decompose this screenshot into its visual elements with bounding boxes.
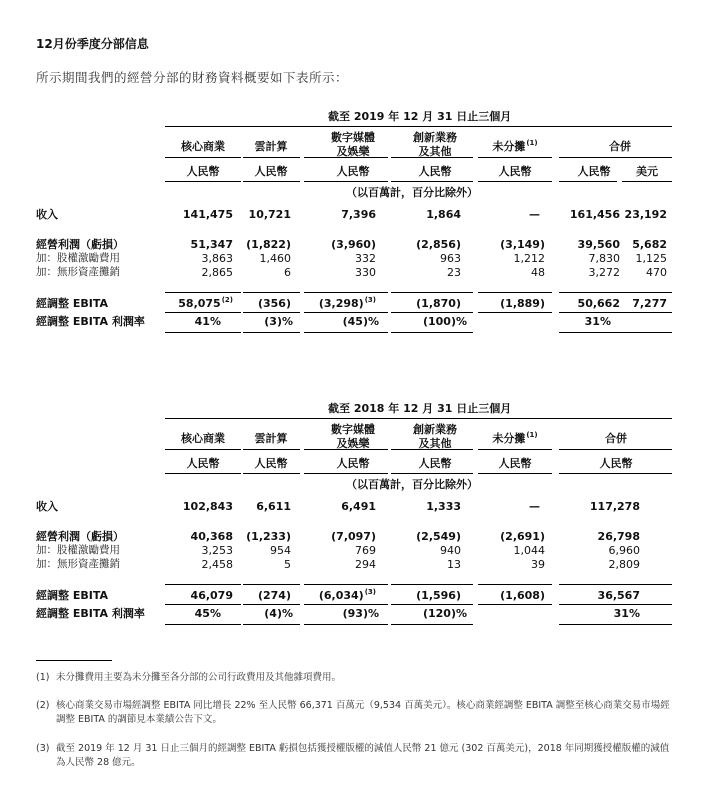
- footnote-2: [36, 699, 672, 727]
- cell-revenue-6-2019: 23,192: [624, 208, 667, 221]
- currency-rule-2-2019: [304, 181, 388, 182]
- currency-rule-3-2018: [391, 473, 473, 474]
- cell-ebita-3-2019: (1,870): [416, 297, 461, 310]
- header-rule-combined-2019: [559, 157, 672, 158]
- cell-sbc-5-2018: 6,960: [608, 544, 640, 557]
- margin-rule-combined-2018: [559, 624, 672, 625]
- footnote-3: [36, 742, 672, 770]
- row-label-op-income-2018: 經營利潤（虧損）: [36, 530, 124, 543]
- cell-op-income-5-2018: 26,798: [597, 530, 640, 543]
- ebita-top-rule-1-2018: [243, 584, 300, 585]
- unallocated-footnote-ref-2019: (1): [526, 139, 538, 147]
- ebita-bottom-rule-2-2019: [304, 312, 388, 313]
- currency-5-2019: 人民幣: [577, 165, 611, 178]
- currency-6-2019: 美元: [636, 165, 658, 178]
- intro-text: 所示期間我們的經營分部的財務資料概要如下表所示：: [36, 70, 349, 85]
- ebita-top-rule-5-2018: [559, 584, 672, 585]
- ebita-top-rule-4-2018: [478, 584, 552, 585]
- currency-1-2019: 人民幣: [254, 165, 288, 178]
- ebita-bottom-rule-1-2019: [243, 312, 300, 313]
- margin-rule-2-2019: [304, 332, 388, 333]
- margin-rule-0-2018: [165, 624, 241, 625]
- cell-op-income-1-2018: (1,233): [246, 530, 291, 543]
- ebita-top-rule-0-2018: [165, 584, 241, 585]
- row-label-ebita-2019: 經調整 EBITA: [36, 297, 108, 310]
- margin-rule-3-2019: [391, 332, 473, 333]
- cell-op-income-1-2019: (1,822): [246, 238, 291, 251]
- col-innovation-2019: 創新業務 及其他: [413, 131, 457, 158]
- currency-rule-combined-2018: [559, 473, 672, 474]
- ebita-bottom-rule-0-2019: [165, 312, 241, 313]
- col-core-commerce-2019: 核心商業: [181, 140, 225, 153]
- cell-revenue-0-2019: 141,475: [182, 208, 233, 221]
- currency-rule-0-2018: [165, 473, 241, 474]
- unit-note-2018: （以百萬計，百分比除外）: [346, 478, 478, 491]
- cell-amort-5-2018: 2,809: [608, 558, 640, 571]
- row-label-sbc-2018: 加：股權激勵費用: [36, 544, 120, 556]
- cell-sbc-4-2018: 1,044: [513, 544, 545, 557]
- cell-ebita-margin-4-2019: 31%: [584, 315, 611, 328]
- cell-op-income-3-2019: (2,856): [416, 238, 461, 251]
- cell-ebita-margin-4-2018: 31%: [613, 607, 640, 620]
- header-rule-combined-2018: [559, 449, 672, 450]
- cell-ebita-2-2019: $(3,298)^{(3)}$: [318, 296, 376, 310]
- unallocated-footnote-ref-2018: (1): [526, 431, 538, 439]
- footnote-2-key: (2): [36, 700, 50, 711]
- cell-amort-5-2019: 3,272: [588, 266, 620, 279]
- cell-ebita-margin-1-2018: (4)%: [264, 607, 293, 620]
- period-rule-2018: [165, 418, 672, 419]
- header-rule-1-2019: [243, 157, 300, 158]
- cell-ebita-margin-0-2018: 45%: [194, 607, 221, 620]
- cell-op-income-4-2018: (2,691): [500, 530, 545, 543]
- footnote-3-text: 截至 2019 年 12 月 31 日止三個月的經調整 EBITA 虧損包括獲授權版權的減值人民幣 21 億元 (302 百萬美元)，2018 年同期獲授權版權的減值為人民幣 28 億元。: [56, 743, 670, 768]
- header-rule-0-2019: [165, 157, 241, 158]
- header-rule-3-2018: [391, 449, 473, 450]
- ebita-footnote-ref: (3): [364, 296, 376, 304]
- cell-ebita-4-2019: (1,889): [500, 297, 545, 310]
- period-heading-2018: 截至 2018 年 12 月 31 日止三個月: [328, 402, 512, 415]
- col-cloud-2018: 雲計算: [254, 432, 288, 445]
- cell-ebita-margin-2-2019: (45)%: [342, 315, 379, 328]
- cell-op-income-0-2018: 40,368: [190, 530, 233, 543]
- header-rule-0-2018: [165, 449, 241, 450]
- footnote-1-text: 未分攤費用主要為未分攤至各分部的公司行政費用及其他雜項費用。: [56, 672, 342, 683]
- col-innovation-2018: 創新業務 及其他: [413, 423, 457, 450]
- cell-ebita-margin-2-2018: (93)%: [342, 607, 379, 620]
- row-label-revenue-2018: 收入: [36, 500, 58, 513]
- cell-sbc-3-2019: 963: [440, 252, 461, 265]
- currency-2-2019: 人民幣: [336, 165, 370, 178]
- ebita-bottom-rule-5-2019: [559, 312, 672, 313]
- ebita-bottom-rule-4-2019: [478, 312, 552, 313]
- col-cloud-2019: 雲計算: [254, 140, 288, 153]
- cell-ebita-5-2018: 36,567: [597, 589, 640, 602]
- row-label-ebita-margin-2019: 經調整 EBITA 利潤率: [36, 315, 145, 328]
- cell-sbc-4-2019: 1,212: [513, 252, 545, 265]
- row-label-op-income-2019: 經營利潤（虧損）: [36, 238, 124, 251]
- cell-amort-1-2019: 6: [284, 266, 291, 279]
- cell-amort-6-2019: 470: [646, 266, 667, 279]
- col-combined-2018: 合併: [605, 432, 627, 445]
- currency-rule-2-2018: [304, 473, 388, 474]
- footnote-2-text: 核心商業交易市場經調整 EBITA 同比增長 22% 至人民幣 66,371 百萬元（9,534 百萬美元）。核心商業經調整 EBITA 調整至核心商業交易市場經調整 EBITA 的調節見本業績公告下文。: [56, 700, 670, 725]
- cell-amort-3-2018: 13: [447, 558, 461, 571]
- margin-rule-1-2019: [243, 332, 300, 333]
- cell-ebita-1-2018: (274): [257, 589, 291, 602]
- cell-amort-0-2019: 2,865: [201, 266, 233, 279]
- header-rule-4-2018: [478, 449, 552, 450]
- cell-revenue-4-2018: —: [529, 500, 540, 513]
- ebita-top-rule-0-2019: [165, 292, 241, 293]
- cell-sbc-3-2018: 940: [440, 544, 461, 557]
- period-heading-2019: 截至 2019 年 12 月 31 日止三個月: [328, 110, 512, 123]
- cell-ebita-5-2019: 50,662: [577, 297, 620, 310]
- ebita-top-rule-1-2019: [243, 292, 300, 293]
- row-label-ebita-margin-2018: 經調整 EBITA 利潤率: [36, 607, 145, 620]
- cell-ebita-0-2019: 58,075$^{(2)}$: [178, 296, 233, 310]
- cell-op-income-5-2019: 39,560: [577, 238, 620, 251]
- currency-3-2018: 人民幣: [418, 457, 452, 470]
- currency-0-2018: 人民幣: [186, 457, 220, 470]
- col-digital-media-2019: 數字媒體 及娛樂: [331, 131, 375, 158]
- ebita-bottom-rule-2-2018: [304, 604, 388, 605]
- cell-revenue-3-2019: 1,864: [426, 208, 461, 221]
- footnote-divider: [36, 660, 112, 661]
- currency-3-2019: 人民幣: [418, 165, 452, 178]
- row-label-ebita-2018: 經調整 EBITA: [36, 589, 108, 602]
- cell-amort-0-2018: 2,458: [201, 558, 233, 571]
- margin-rule-1-2018: [243, 624, 300, 625]
- cell-sbc-1-2019: 1,460: [259, 252, 291, 265]
- ebita-footnote-ref: (3): [364, 588, 376, 596]
- cell-amort-2-2018: 294: [355, 558, 376, 571]
- cell-sbc-5-2019: 7,830: [588, 252, 620, 265]
- currency-rule-rmb-2019: [559, 181, 617, 182]
- currency-rule-4-2019: [478, 181, 552, 182]
- ebita-top-rule-3-2019: [391, 292, 473, 293]
- header-rule-2-2019: [304, 157, 388, 158]
- currency-rule-usd-2019: [622, 181, 672, 182]
- currency-5-2018: 人民幣: [599, 457, 633, 470]
- cell-sbc-0-2018: 3,253: [201, 544, 233, 557]
- cell-revenue-1-2019: 10,721: [248, 208, 291, 221]
- footnote-1: [36, 671, 672, 685]
- cell-sbc-2-2019: 332: [355, 252, 376, 265]
- row-label-sbc-2019: 加：股權激勵費用: [36, 252, 120, 264]
- cell-revenue-5-2018: 117,278: [589, 500, 640, 513]
- ebita-bottom-rule-5-2018: [559, 604, 672, 605]
- currency-rule-3-2019: [391, 181, 473, 182]
- margin-rule-0-2019: [165, 332, 241, 333]
- cell-amort-1-2018: 5: [284, 558, 291, 571]
- cell-op-income-2-2018: (7,097): [331, 530, 376, 543]
- ebita-top-rule-3-2018: [391, 584, 473, 585]
- footnote-3-key: (3): [36, 743, 50, 754]
- row-label-amort-2019: 加：無形資產攤銷: [36, 266, 120, 278]
- cell-op-income-0-2019: 51,347: [190, 238, 233, 251]
- cell-sbc-1-2018: 954: [270, 544, 291, 557]
- header-rule-3-2019: [391, 157, 473, 158]
- currency-2-2018: 人民幣: [336, 457, 370, 470]
- currency-rule-1-2019: [243, 181, 300, 182]
- ebita-top-rule-5-2019: [559, 292, 672, 293]
- cell-op-income-2-2019: (3,960): [331, 238, 376, 251]
- cell-ebita-1-2019: (356): [257, 297, 291, 310]
- margin-rule-3-2018: [391, 624, 473, 625]
- header-rule-2-2018: [304, 449, 388, 450]
- row-label-revenue-2019: 收入: [36, 208, 58, 221]
- cell-ebita-3-2018: (1,596): [416, 589, 461, 602]
- cell-amort-4-2019: 48: [531, 266, 545, 279]
- cell-ebita-margin-1-2019: (3)%: [264, 315, 293, 328]
- ebita-bottom-rule-3-2018: [391, 604, 473, 605]
- cell-sbc-6-2019: 1,125: [635, 252, 667, 265]
- page-title: 12月份季度分部信息: [36, 37, 149, 51]
- unit-note-2019: （以百萬計，百分比除外）: [346, 186, 478, 199]
- col-combined-2019: 合併: [609, 140, 631, 153]
- cell-op-income-3-2018: (2,549): [416, 530, 461, 543]
- col-unallocated-2018: 未分攤$^{(1)}$: [492, 431, 538, 445]
- ebita-footnote-ref: (2): [221, 296, 233, 304]
- margin-rule-combined-2019: [559, 332, 672, 333]
- footnote-1-key: (1): [36, 672, 50, 683]
- cell-sbc-0-2019: 3,863: [201, 252, 233, 265]
- header-rule-4-2019: [478, 157, 552, 158]
- cell-revenue-2-2018: 6,491: [341, 500, 376, 513]
- currency-4-2018: 人民幣: [498, 457, 532, 470]
- margin-rule-2-2018: [304, 624, 388, 625]
- cell-sbc-2-2018: 769: [355, 544, 376, 557]
- col-core-commerce-2018: 核心商業: [181, 432, 225, 445]
- cell-revenue-4-2019: —: [529, 208, 540, 221]
- col-unallocated-2019: 未分攤$^{(1)}$: [492, 139, 538, 153]
- cell-revenue-2-2019: 7,396: [341, 208, 376, 221]
- currency-rule-4-2018: [478, 473, 552, 474]
- ebita-bottom-rule-4-2018: [478, 604, 552, 605]
- period-rule-2019: [165, 126, 672, 127]
- cell-amort-3-2019: 23: [447, 266, 461, 279]
- row-label-amort-2018: 加：無形資產攤銷: [36, 558, 120, 570]
- cell-revenue-5-2019: 161,456: [569, 208, 620, 221]
- cell-op-income-6-2019: 5,682: [632, 238, 667, 251]
- cell-ebita-margin-3-2019: (100)%: [422, 315, 467, 328]
- ebita-top-rule-2-2019: [304, 292, 388, 293]
- cell-revenue-0-2018: 102,843: [182, 500, 233, 513]
- ebita-bottom-rule-0-2018: [165, 604, 241, 605]
- cell-ebita-0-2018: 46,079: [190, 589, 233, 602]
- cell-ebita-4-2018: (1,608): [500, 589, 545, 602]
- currency-4-2019: 人民幣: [498, 165, 532, 178]
- ebita-top-rule-2-2018: [304, 584, 388, 585]
- cell-revenue-1-2018: 6,611: [256, 500, 291, 513]
- currency-rule-0-2019: [165, 181, 241, 182]
- cell-ebita-2-2018: $(6,034)^{(3)}$: [318, 588, 376, 602]
- ebita-top-rule-4-2019: [478, 292, 552, 293]
- col-digital-media-2018: 數字媒體 及娛樂: [331, 423, 375, 450]
- cell-revenue-3-2018: 1,333: [426, 500, 461, 513]
- currency-0-2019: 人民幣: [186, 165, 220, 178]
- cell-amort-4-2018: 39: [531, 558, 545, 571]
- cell-ebita-margin-3-2018: (120)%: [422, 607, 467, 620]
- currency-rule-1-2018: [243, 473, 300, 474]
- ebita-bottom-rule-3-2019: [391, 312, 473, 313]
- currency-1-2018: 人民幣: [254, 457, 288, 470]
- header-rule-1-2018: [243, 449, 300, 450]
- cell-op-income-4-2019: (3,149): [500, 238, 545, 251]
- cell-ebita-6-2019: 7,277: [632, 297, 667, 310]
- cell-ebita-margin-0-2019: 41%: [194, 315, 221, 328]
- cell-amort-2-2019: 330: [355, 266, 376, 279]
- ebita-bottom-rule-1-2018: [243, 604, 300, 605]
